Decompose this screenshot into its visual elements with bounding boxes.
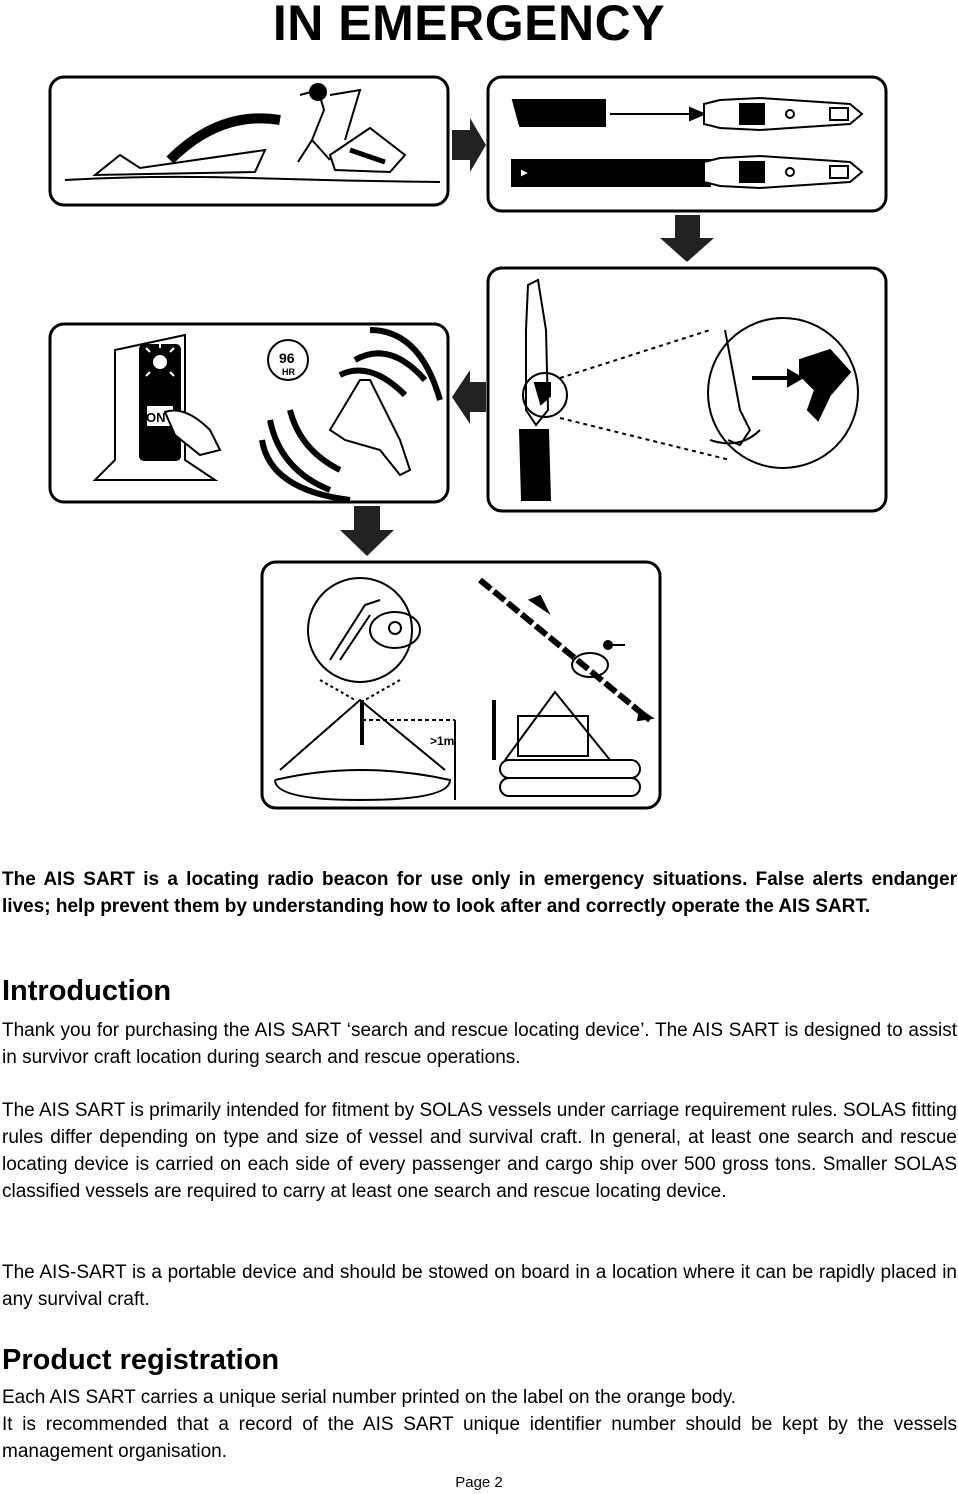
section-heading-registration: Product registration: [2, 1344, 280, 1376]
arrow-down-icon: [340, 506, 394, 556]
registration-paragraph-1: Each AIS SART carries a unique serial number printed on the label on the orange body.: [2, 1387, 737, 1408]
lead-warning: The AIS SART is a locating radio beacon for use only in emergency situations. False alerts endanger lives; help prevent them by understanding how to look after and correctly operate the AIS SART.: [2, 869, 957, 917]
arrow-left-icon: [452, 370, 486, 424]
intro-paragraph-1: Thank you for purchasing the AIS SART ‘search and rescue locating device’. The AIS SART is designed to assist in survivor craft location during search and rescue operations.: [2, 1020, 957, 1068]
registration-paragraph-2: It is recommended that a record of the AIS SART unique identifier number should be kept by the vessels management organisation.: [2, 1414, 957, 1462]
page-number: Page 2: [455, 1474, 503, 1491]
emergency-procedure-illustration: [0, 68, 958, 828]
arrow-right-icon: [452, 118, 486, 172]
panel-extend-pole: [488, 77, 886, 211]
section-heading-introduction: Introduction: [2, 975, 172, 1007]
figure-label-on: ON: [146, 410, 166, 425]
intro-paragraph-3: The AIS-SART is a portable device and should be stowed on board in a location where it can be rapidly placed in any survival craft.: [2, 1262, 957, 1310]
figure-label-distance: >1m: [430, 734, 455, 748]
panel-switch-on: [50, 324, 448, 502]
arrow-down-icon: [660, 215, 714, 262]
figure-label-hours-unit: HR: [282, 367, 295, 377]
figure-label-hours: 96: [279, 350, 295, 366]
intro-paragraph-2: The AIS SART is primarily intended for fitment by SOLAS vessels under carriage requirement rules. SOLAS fitting rules differ depending on type and size of vessel and survival craft. In general, at least one search and rescue locating device is carried on each side of every passenger and cargo ship over 500 gross tons. Smaller SOLAS classified vessels are required to carry at least one search and rescue locating device.: [2, 1100, 958, 1202]
page-title: IN EMERGENCY: [272, 0, 666, 51]
